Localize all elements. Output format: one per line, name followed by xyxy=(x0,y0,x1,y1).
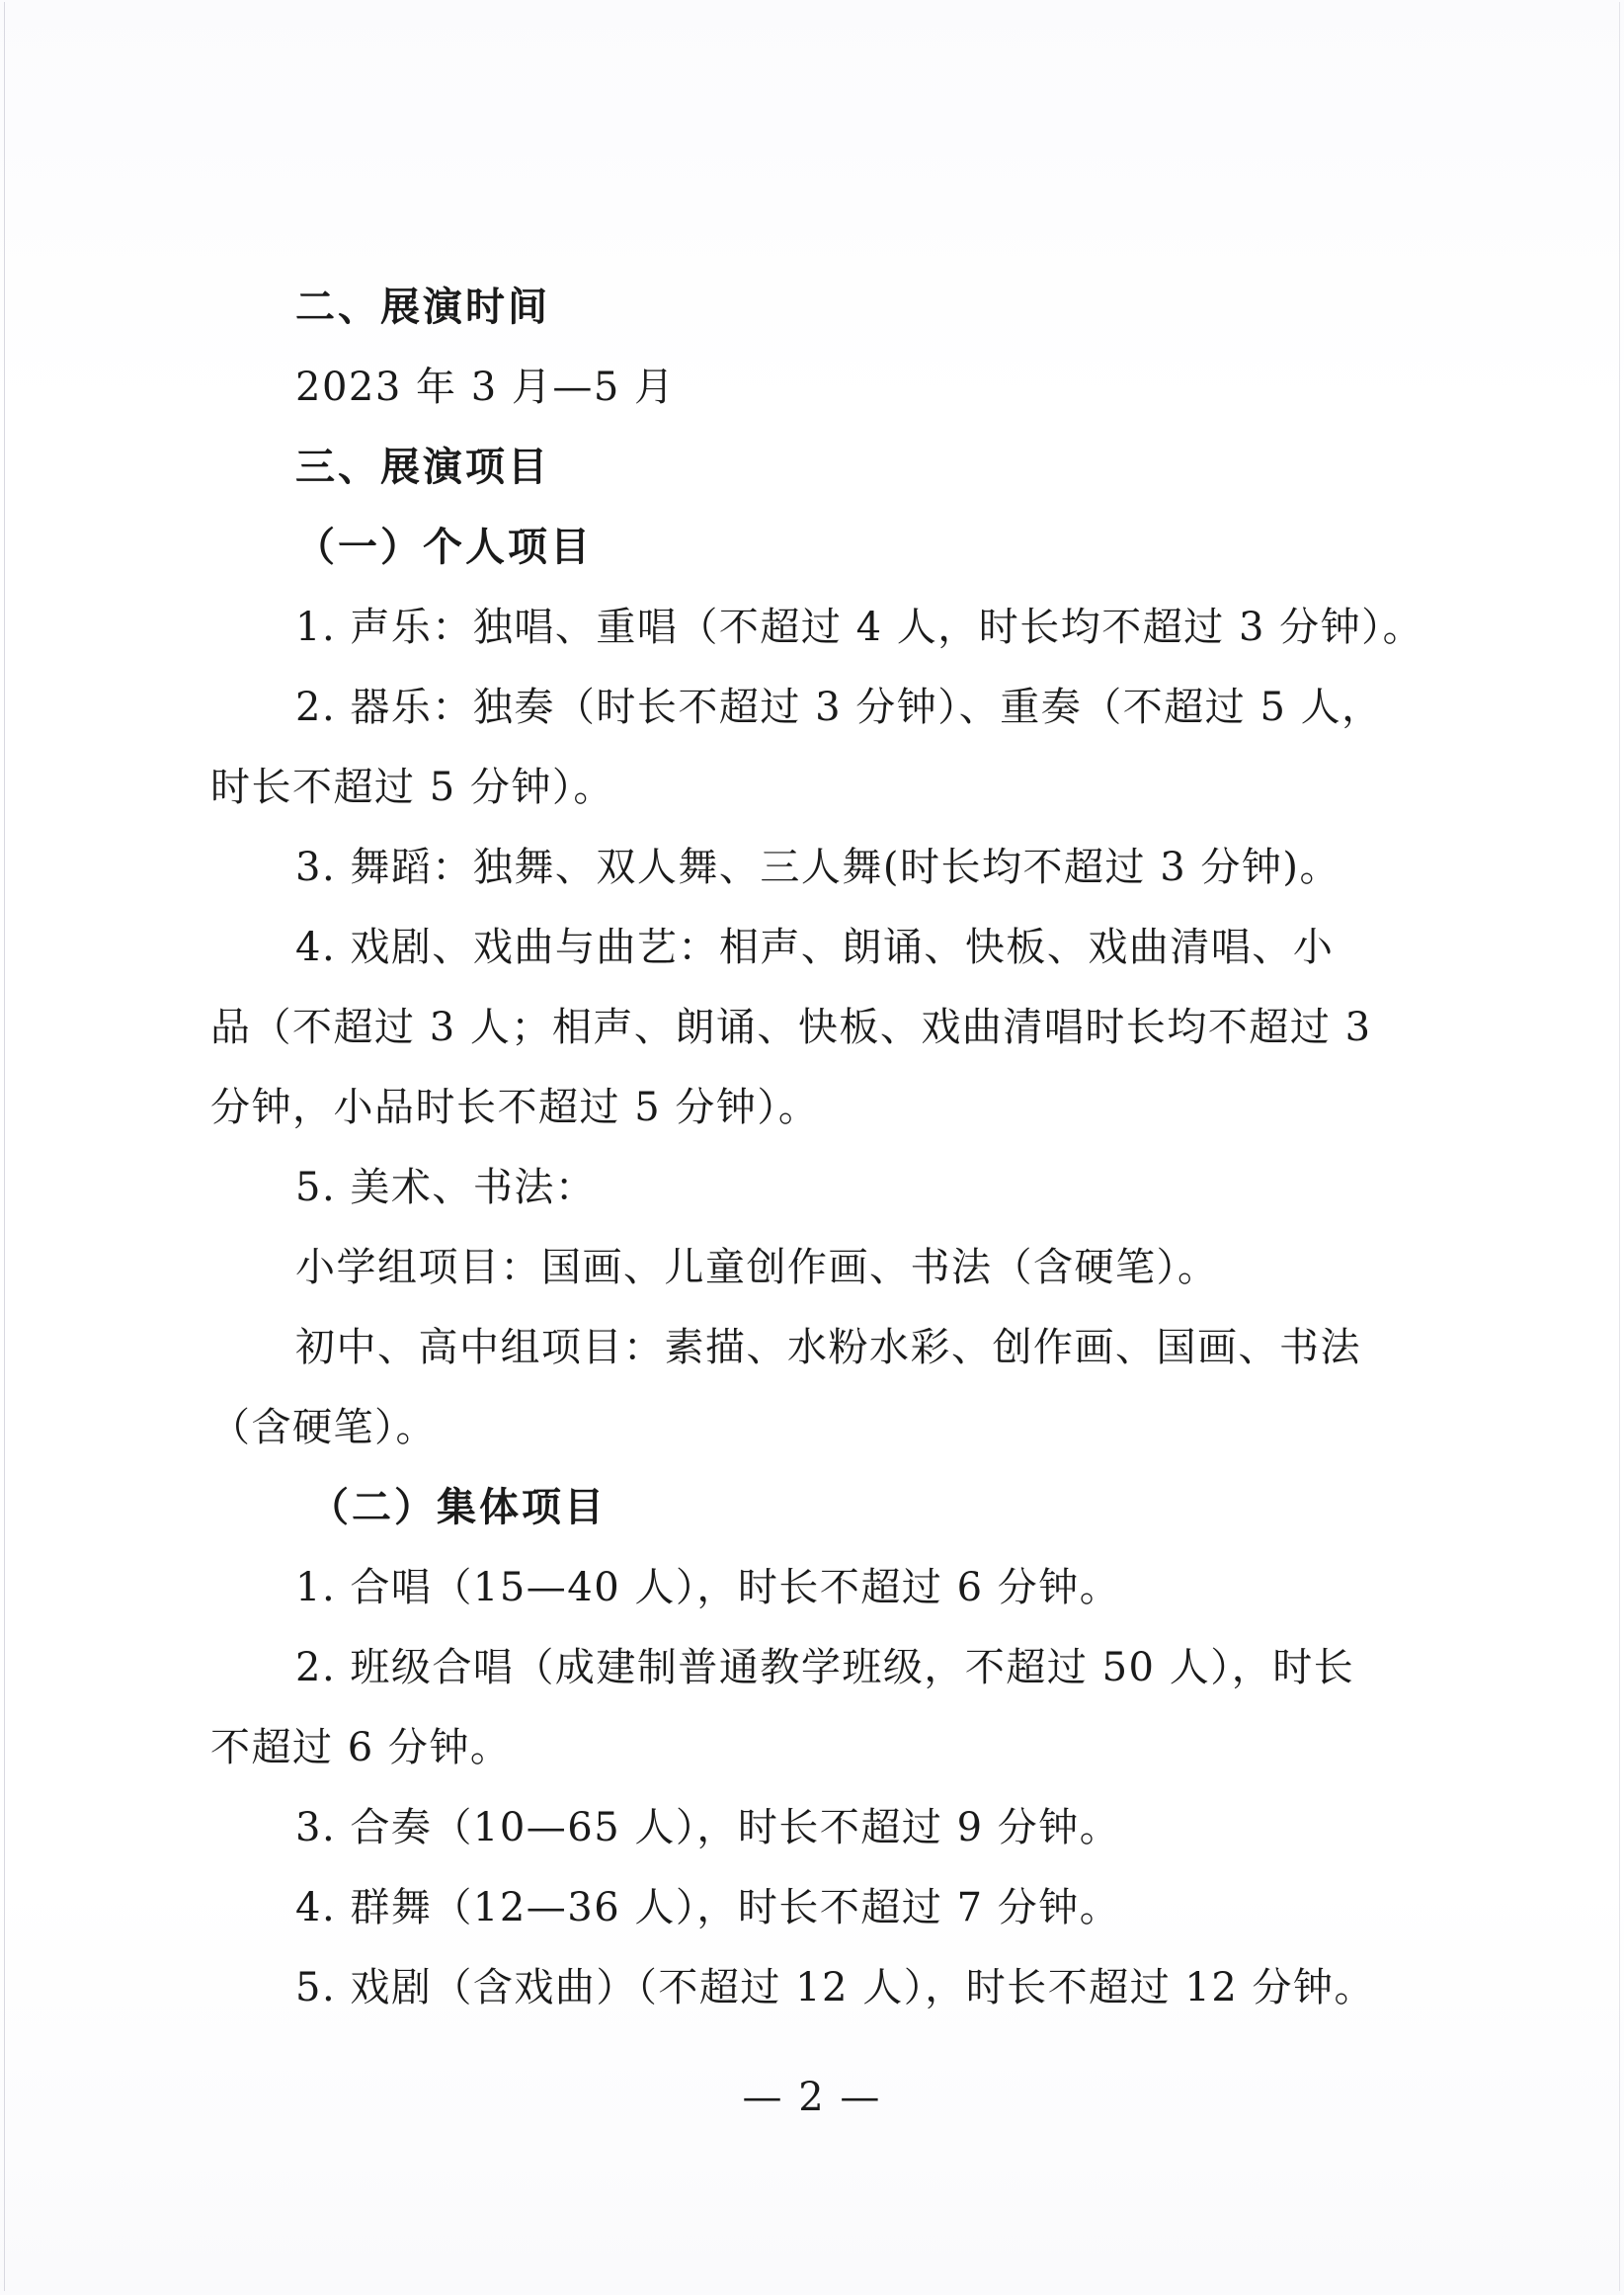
performance-date: 2023 年 3 月—5 月 xyxy=(295,365,676,410)
group-item-group-dance: 4. 群舞（12—36 人），时长不超过 7 分钟。 xyxy=(295,1885,1121,1930)
group-item-class-choir-cont: 不超过 6 分钟。 xyxy=(210,1725,512,1770)
individual-item-instrumental-cont: 时长不超过 5 分钟）。 xyxy=(210,765,614,810)
subheading-group: （二）集体项目 xyxy=(309,1484,607,1530)
document-body xyxy=(210,280,1424,2040)
group-item-drama: 5. 戏剧（含戏曲）（不超过 12 人），时长不超过 12 分钟。 xyxy=(295,1965,1376,2010)
individual-item-art-secondary: 初中、高中组项目：素描、水粉水彩、创作画、国画、书法 xyxy=(295,1325,1361,1370)
individual-item-drama-cont1: 品（不超过 3 人；相声、朗诵、快板、戏曲清唱时长均不超过 3 xyxy=(210,1005,1372,1050)
individual-item-art-primary: 小学组项目：国画、儿童创作画、书法（含硬笔）。 xyxy=(295,1245,1219,1290)
section-heading-items: 三、展演项目 xyxy=(295,444,550,490)
individual-item-art-secondary-cont: （含硬笔）。 xyxy=(210,1405,437,1450)
individual-item-dance: 3. 舞蹈：独舞、双人舞、三人舞(时长均不超过 3 分钟)。 xyxy=(295,845,1340,890)
group-item-class-choir: 2. 班级合唱（成建制普通教学班级，不超过 50 人），时长 xyxy=(295,1645,1355,1690)
page-number: — 2 — xyxy=(742,2075,882,2120)
group-item-choir: 1. 合唱（15—40 人），时长不超过 6 分钟。 xyxy=(295,1565,1121,1610)
individual-item-drama-cont2: 分钟，小品时长不超过 5 分钟）。 xyxy=(210,1085,820,1130)
group-item-ensemble: 3. 合奏（10—65 人），时长不超过 9 分钟。 xyxy=(295,1805,1121,1850)
section-heading-time: 二、展演时间 xyxy=(295,284,550,330)
individual-item-art: 5. 美术、书法： xyxy=(295,1165,597,1210)
individual-item-vocal: 1. 声乐：独唱、重唱（不超过 4 人，时长均不超过 3 分钟）。 xyxy=(295,605,1424,650)
individual-item-instrumental: 2. 器乐：独奏（时长不超过 3 分钟）、重奏（不超过 5 人， xyxy=(295,685,1383,730)
subheading-individual: （一）个人项目 xyxy=(295,524,593,570)
individual-item-drama: 4. 戏剧、戏曲与曲艺：相声、朗诵、快板、戏曲清唱、小 xyxy=(295,925,1335,970)
